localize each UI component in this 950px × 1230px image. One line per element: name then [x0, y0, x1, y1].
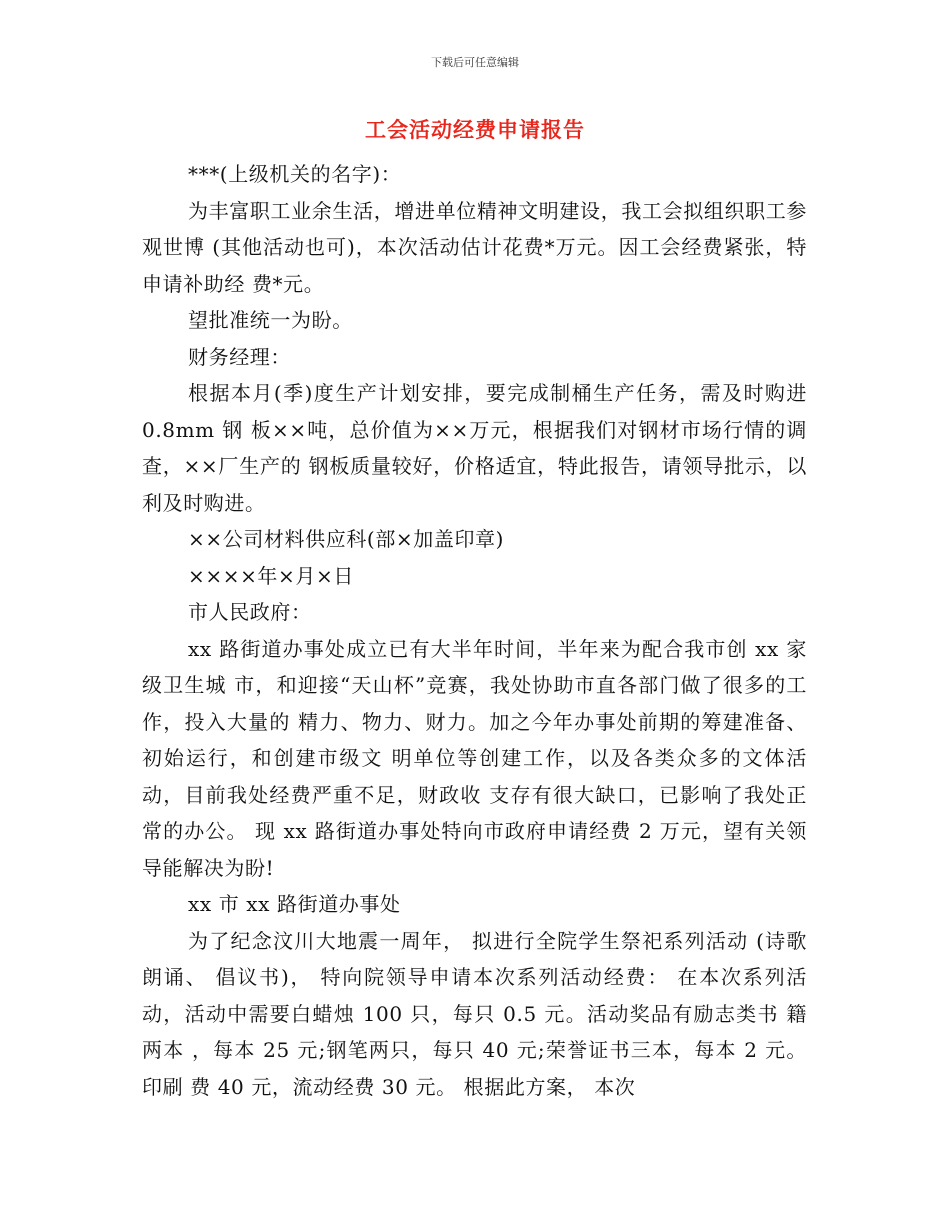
paragraph-street-office-request: xx 路街道办事处成立已有大半年时间，半年来为配合我市创 xx 家级卫生城 市，和迎接“天山杯”竞赛，我处协助市直各部门做了很多的工作，投入大量的 精力、物力、财力。加之今年办事处前期的筹建准备、初始运行，和创建市级文 明单位等创建工作，以及各类众多的文体活动，目前我处经费严重不足，财政收 支存有很大缺口，已影响了我处正常的办公。 现 xx 路街道办事处特向市政府申请经费 2 万元，望有关领导能解决为盼!	[142, 636, 807, 880]
paragraph-memorial-activity: 为了纪念汶川大地震一周年， 拟进行全院学生祭祀系列活动 (诗歌朗诵、 倡议书)， 特向院领导申请本次系列活动经费： 在本次系列活动，活动中需要白蜡烛 100 只，每只 0.5 元。活动奖品有励志类书 籍 两本 ，每本 25 元;钢笔两只，每只 40 元;荣誉证书三本，每本 2 元。印刷 费 40 元，流动经费 30 元。 根据此方案， 本次	[142, 928, 807, 1099]
signature-street-office: xx 市 xx 路街道办事处	[188, 892, 401, 916]
paragraph-union-request: 为丰富职工业余生活，增进单位精神文明建设，我工会拟组织职工参观世博 (其他活动也可)，本次活动估计花费*万元。因工会经费紧张，特申请补助经 费*元。	[142, 198, 807, 296]
salutation-finance-manager: 财务经理：	[188, 344, 291, 369]
paragraph-approval-hope: 望批准统一为盼。	[188, 308, 353, 332]
signature-supply-dept: ××公司材料供应科(部×加盖印章)	[188, 527, 505, 551]
date-line: ××××年×月×日	[188, 563, 354, 588]
document-body	[142, 156, 807, 1105]
document-title: 工会活动经费申请报告	[365, 118, 585, 142]
paragraph-steel-purchase: 根据本月(季)度生产计划安排，要完成制桶生产任务，需及时购进 0.8mm 钢 板××吨，总价值为××万元，根据我们对钢材市场行情的调查，××厂生产的 钢板质量较好，价格适宜，特此报告，请领导批示，以利及时购进。	[142, 381, 807, 515]
salutation-superior: ***(上级机关的名字)：	[188, 162, 402, 186]
salutation-city-government: 市人民政府：	[188, 600, 312, 624]
header-note: 下载后可任意编辑	[431, 56, 519, 69]
